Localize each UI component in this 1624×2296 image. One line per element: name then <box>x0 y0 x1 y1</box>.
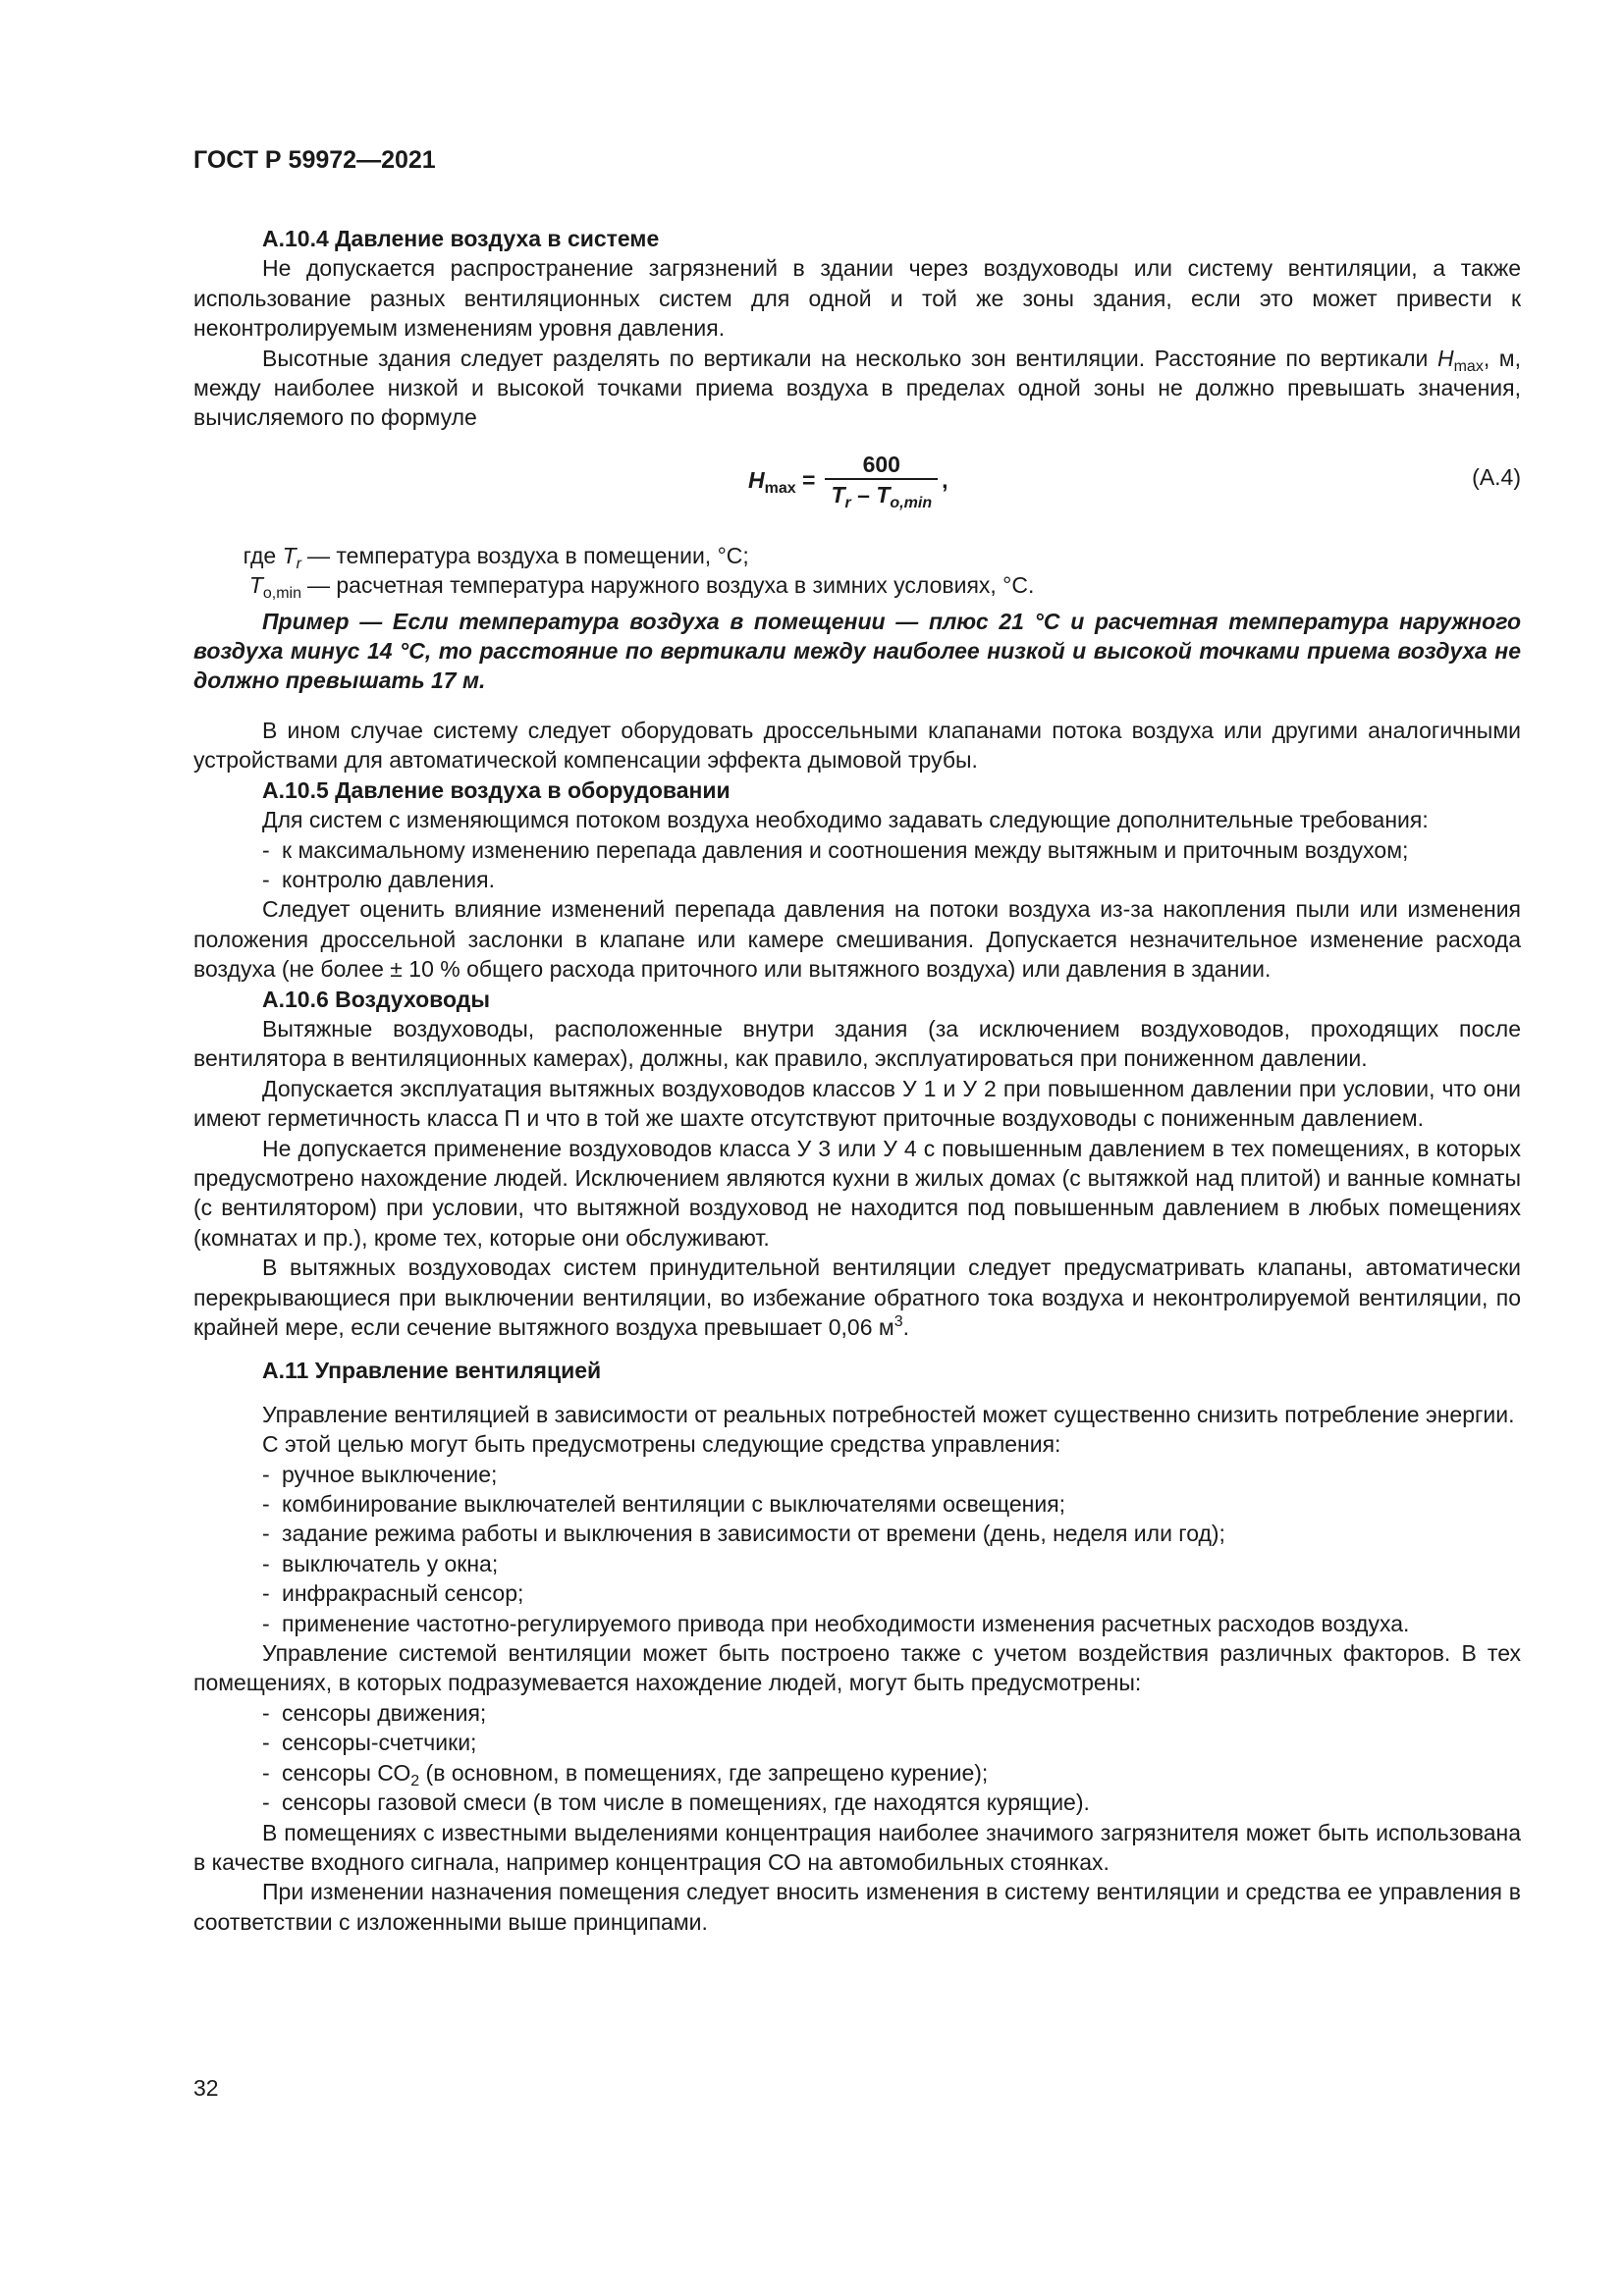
list-item: - сенсоры-счетчики; <box>262 1730 477 1756</box>
section-title-a-10-4: А.10.4 Давление воздуха в системе <box>262 226 660 251</box>
paragraph: Следует оценить влияние изменений перепада давления на потоки воздуха из-за накопления пыли или изменения положения дроссельной заслонки в клапане или камере смешивания. Допускается незначительное изменение расхода воздуха (не более ± 10 % общего расхода приточного или вытяжного воздуха) или давления в здании. <box>193 896 1521 983</box>
section-title-a-11: А.11 Управление вентиляцией <box>262 1358 602 1384</box>
formula-number: (А.4) <box>1472 463 1521 490</box>
example-note: Пример — Если температура воздуха в помещении — плюс 21 °С и расчетная температура наружного воздуха минус 14 °С, то расстояние по вертикали между наиболее низкой и высокой точками приема воздуха не должно превышать 17 м. <box>193 608 1521 694</box>
formula-body: $H_{max}$ = $\frac{600}{T_r - T_{o,min}}$ , <box>748 451 948 511</box>
list-item: - комбинирование выключателей вентиляции с выключателями освещения; <box>262 1491 1066 1518</box>
section-title-a-10-5: А.10.5 Давление воздуха в оборудовании <box>262 776 731 803</box>
list-item: - инфракрасный сенсор; <box>262 1580 524 1607</box>
paragraph: Управление вентиляцией в зависимости от реальных потребностей может существенно снизить потребление энергии. <box>262 1401 1515 1427</box>
paragraph: Вытяжные воздуховоды, расположенные внутри здания (за исключением воздуховодов, проходящих после вентилятора в вентиляционных камерах), должны, как правило, эксплуатироваться при пониженном давлении. <box>193 1015 1521 1072</box>
paragraph: В помещениях с известными выделениями концентрация наиболее значимого загрязнителя может быть использована в качестве входного сигнала, например концентрация СО на автомобильных стоянках. <box>193 1819 1521 1875</box>
paragraph: С этой целью могут быть предусмотрены следующие средства управления: <box>262 1431 1061 1458</box>
list-item: - сенсоры газовой смеси (в том числе в помещениях, где находятся курящие). <box>262 1789 1090 1816</box>
list-item: - ручное выключение; <box>262 1461 498 1487</box>
paragraph: Не допускается распространение загрязнений в здании через воздуховоды или систему вентиляции, а также использование разных вентиляционных систем для одной и той же зоны здания, если это может привести к неконтролируемым изменениям уровня давления. <box>193 255 1521 342</box>
formula-numerator: 600 <box>862 451 900 477</box>
paragraph: В ином случае систему следует оборудовать дроссельными клапанами потока воздуха или другими аналогичными устройствами для автоматической компенсации эффекта дымовой трубы. <box>193 717 1521 774</box>
page-number: 32 <box>193 2075 219 2101</box>
paragraph: Не допускается применение воздуховодов класса У 3 или У 4 с повышенным давлением в тех помещениях, в которых предусмотрено нахождение людей. Исключением являются кухни в жилых домах (с вытяжкой над плитой) и ванные комнаты (с вентилятором) при условии, что вытяжной воздуховод не находится под повышенным давлением в любых помещениях (комнатах и пр.), кроме тех, которые они обслуживают. <box>193 1135 1521 1251</box>
formula-a-4 <box>193 449 1521 531</box>
section-title-a-10-6: А.10.6 Воздуховоды <box>262 986 490 1012</box>
list-item: - применение частотно-регулируемого привода при необходимости изменения расчетных расходов воздуха. <box>262 1610 1410 1636</box>
paragraph: Управление системой вентиляции может быть построено также с учетом воздействия различных факторов. В тех помещениях, в которых подразумевается нахождение людей, могут быть предусмотрены: <box>193 1640 1521 1696</box>
where-line-1: где $T_r$ — температура воздуха в помещении, °С; <box>243 542 749 572</box>
formula-fraction <box>825 451 938 509</box>
list-item: - задание режима работы и выключения в зависимости от времени (день, неделя или год); <box>262 1521 1225 1547</box>
list-item: - контролю давления. <box>262 866 495 892</box>
list-item: - сенсоры $СО_2$ (в основном, в помещениях, где запрещено курение); <box>262 1759 989 1789</box>
paragraph: В вытяжных воздуховодах систем принудительной вентиляции следует предусматривать клапаны, автоматически перекрывающиеся при выключении вентиляции, во избежание обратного тока воздуха и неконтролируемой вентиляции, по крайней мере, если сечение вытяжного воздуха превышает 0,06 $м^3$. <box>193 1255 1521 1340</box>
formula-denominator: $T_r - T_{o,min}$ <box>831 481 933 511</box>
document-page <box>193 145 1521 1937</box>
paragraph: Высотные здания следует разделять по вертикали на несколько зон вентиляции. Расстояние по вертикали $H_{max}$, м, между наиболее низкой и высокой точками приема воздуха в пределах одной зоны не должно превышать значения, вычисляемого по формуле <box>193 345 1521 431</box>
list-item: - сенсоры движения; <box>262 1699 487 1726</box>
where-line-2: $T_{o,min}$ — расчетная температура наружного воздуха в зимних условиях, °С. <box>248 572 1035 603</box>
paragraph: Допускается эксплуатация вытяжных воздуховодов классов У 1 и У 2 при повышенном давлении при условии, что они имеют герметичность класса П и что в той же шахте отсутствуют приточные воздуховоды с пониженным давлением. <box>193 1075 1521 1132</box>
document-header: ГОСТ Р 59972—2021 <box>193 146 436 174</box>
list-item: - к максимальному изменению перепада давления и соотношения между вытяжным и приточным воздухом; <box>262 836 1409 863</box>
paragraph: Для систем с изменяющимся потоком воздуха необходимо задавать следующие дополнительные требования: <box>262 807 1429 833</box>
list-item: - выключатель у окна; <box>262 1550 499 1576</box>
paragraph: При изменении назначения помещения следует вносить изменения в систему вентиляции и средства ее управления в соответствии с изложенными выше принципами. <box>193 1879 1521 1935</box>
